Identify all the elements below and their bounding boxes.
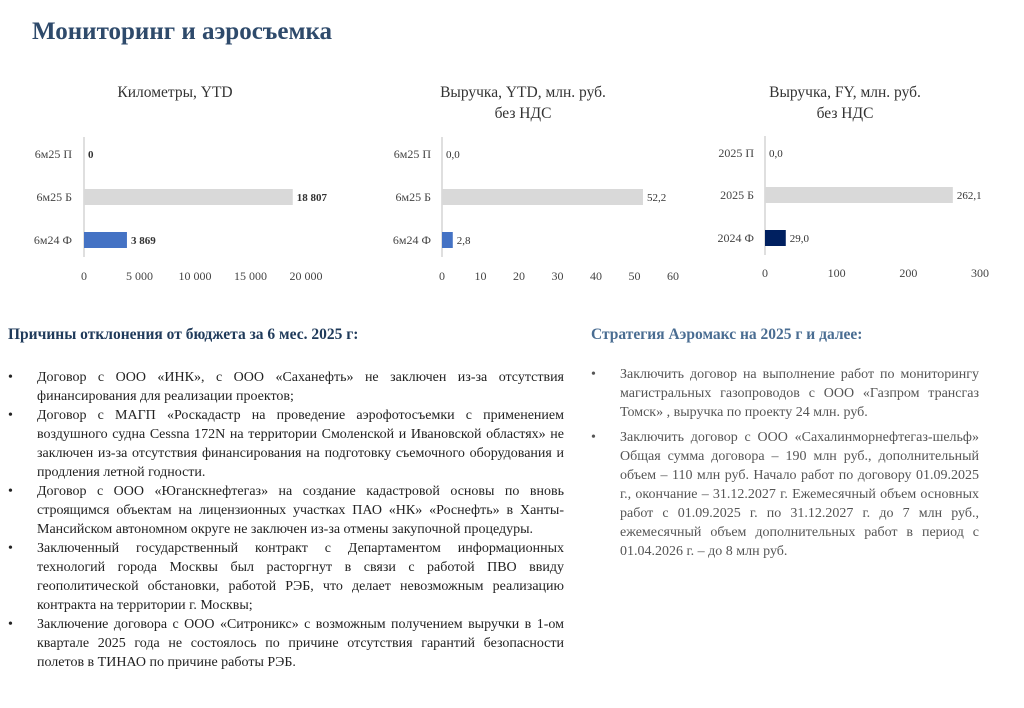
bar [765, 230, 786, 246]
data-label: 3 869 [130, 235, 156, 247]
data-label: 18 807 [296, 192, 328, 204]
tick-label: 300 [971, 266, 989, 280]
chart-title: Выручка, FY, млн. руб. [769, 84, 921, 101]
budget-deviation-heading: Причины отклонения от бюджета за 6 мес. 2025 г: [8, 326, 359, 343]
tick-label: 0 [439, 269, 445, 283]
bullet-icon: • [591, 430, 596, 445]
chart-title: без НДС [816, 105, 874, 122]
budget-deviation-list [8, 368, 564, 672]
bullet-icon: • [8, 484, 13, 499]
data-label: 2,8 [456, 235, 471, 247]
data-label: 262,1 [956, 190, 982, 202]
list-item-text: Заключить договор с ООО «Сахалинморнефтегаз-шельф» Общая сумма договора – 190 млн руб., дополнительный объем – 110 млн руб. Начало работ по договору 01.09.2025 г., окончание – 31.12.2027 г. Ежемесячный объем основных работ с 01.09.2025 г. по 31.12.2027 г. до 7 млн руб., ежемесячный объем дополнительных работ в период с 01.04.2026 г. – до 8 млн руб. [620, 430, 979, 559]
tick-label: 0 [762, 266, 768, 280]
data-label: 0,0 [446, 149, 460, 161]
bar [84, 232, 127, 248]
list-item [8, 368, 564, 406]
chart-title: Километры, YTD [117, 84, 233, 101]
bullet-icon: • [8, 408, 13, 423]
tick-label: 10 [474, 269, 487, 283]
category-label: 6м24 Ф [392, 233, 431, 247]
data-label: 52,2 [646, 192, 667, 204]
strategy-list [591, 365, 979, 567]
tick-label: 15 000 [234, 269, 267, 283]
category-label: 2024 Ф [717, 231, 754, 245]
tick-label: 0 [81, 269, 87, 283]
tick-label: 60 [667, 269, 679, 283]
bullet-icon: • [8, 617, 13, 632]
category-label: 6м24 Ф [33, 233, 72, 247]
data-label: 0,0 [769, 148, 783, 160]
list-item-text: Договор с ООО «Юганскнефтегаз» на создание кадастровой основы по вновь строящимся объектам на лицензионных участках ПАО «НК» «Роснефть» в Ханты-Мансийском автономном округе не заключен из-за отмены закупочной процедуры. [37, 484, 564, 537]
tick-label: 5 000 [126, 269, 153, 283]
category-label: 2025 П [718, 146, 754, 160]
tick-label: 20 [513, 269, 525, 283]
list-item-text: Заключить договор на выполнение работ по мониторингу магистральных газопроводов с ООО «Газпром трансгаз Томск» , выручка по проекту 24 млн. руб. [620, 367, 979, 420]
chart-title: без НДС [494, 105, 552, 122]
category-label: 6м25 Б [36, 190, 72, 204]
tick-label: 200 [899, 266, 918, 280]
list-item-text: Договор с ООО «ИНК», с ООО «Саханефть» не заключен из-за отсутствия финансирования для реализации проектов; [37, 370, 564, 404]
bar [442, 232, 453, 248]
list-item-text: Договор с МАГП «Роскадастр на проведение аэрофотосъемки с применением воздушного судна Cessna 172N на территории Смоленской и Ивановской областях» не заключен из-за отсутствия финансирования на подготовку съемочного оборудования и продления летной годности. [37, 408, 564, 480]
list-item [591, 428, 979, 561]
bar [442, 189, 643, 205]
data-label: 0 [88, 149, 94, 161]
tick-label: 100 [827, 266, 846, 280]
tick-label: 40 [590, 269, 602, 283]
chart-title: Выручка, YTD, млн. руб. [440, 84, 606, 101]
category-label: 6м25 П [34, 147, 72, 161]
bullet-icon: • [8, 541, 13, 556]
list-item [8, 615, 564, 672]
bullet-icon: • [591, 367, 596, 382]
data-label: 29,0 [789, 233, 810, 245]
charts-area [0, 0, 1024, 300]
tick-label: 10 000 [178, 269, 212, 283]
category-label: 2025 Б [720, 188, 754, 202]
strategy-heading: Стратегия Аэромакс на 2025 г и далее: [591, 326, 863, 343]
bullet-icon: • [8, 370, 13, 385]
bar [84, 189, 293, 205]
category-label: 6м25 Б [395, 190, 431, 204]
list-item [8, 539, 564, 615]
category-label: 6м25 П [393, 147, 431, 161]
page-title: Мониторинг и аэросъемка [32, 18, 333, 45]
list-item [591, 365, 979, 422]
list-item-text: Заключение договора с ООО «Ситроникс» с возможным получением выручки в 1-ом квартале 2025 года не состоялось по причине отсутствия гарантий безопасности полетов в ТИНАО по причине работы РЭБ. [37, 617, 564, 670]
list-item [8, 482, 564, 539]
bar [765, 187, 953, 203]
tick-label: 20 000 [289, 269, 323, 283]
tick-label: 30 [551, 269, 564, 283]
list-item [8, 406, 564, 482]
tick-label: 50 [628, 269, 641, 283]
list-item-text: Заключенный государственный контракт с Департаментом информационных технологий города Москвы был расторгнут в связи с работой ПВО ввиду геополитической обстановки, работой РЭБ, что делает невозможным реализацию контракта на территории г. Москвы; [37, 541, 564, 613]
